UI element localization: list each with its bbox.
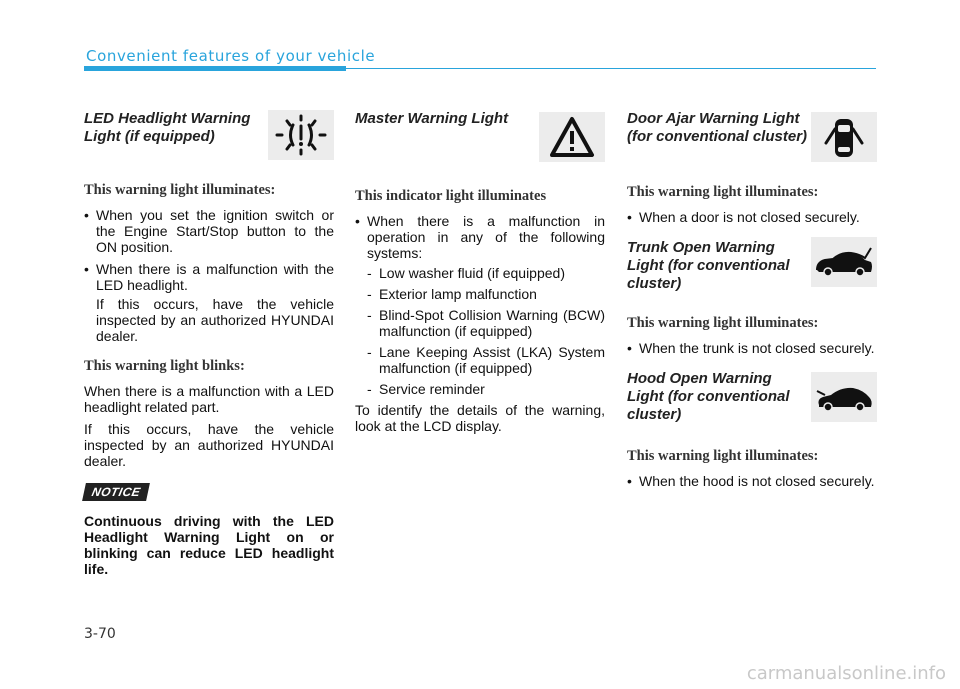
bullet-item: • When there is a malfunction in operation in any of the following systems: [355, 213, 605, 261]
hood-open-icon [811, 372, 877, 422]
dash-item: - Exterior lamp malfunction [367, 286, 605, 302]
dash-item: - Blind-Spot Collision Warning (BCW) malfunction (if equipped) [367, 307, 605, 339]
bullet-item: • When the trunk is not closed securely. [627, 340, 877, 356]
body-paragraph: To identify the details of the warning, look at the LCD display. [355, 402, 605, 434]
section-header-title: Convenient features of your vehicle [86, 47, 376, 65]
illuminates-heading: This warning light illuminates: [627, 448, 819, 464]
door-ajar-icon [811, 112, 877, 162]
master-warning-section [355, 110, 605, 438]
bullet-item: • When a door is not closed securely. [627, 209, 877, 225]
illuminates-heading: This warning light illuminates: [627, 184, 819, 200]
illuminates-heading: This warning light illuminates: [627, 315, 819, 331]
led-headlight-section [84, 110, 334, 577]
header-accent-bar [84, 66, 346, 71]
header-rule [346, 68, 876, 69]
led-headlight-warning-icon [268, 110, 334, 160]
led-headlight-title: LED Headlight Warning Light (if equipped) [84, 110, 251, 145]
bullet-item: • When you set the ignition switch or the Engine Start/Stop button to the ON position. [84, 207, 334, 255]
master-warning-triangle-icon [539, 112, 605, 162]
dash-item: - Service reminder [367, 381, 605, 397]
hood-open-title: Hood Open Warning Light (for conventional cluster) [627, 370, 790, 423]
master-warning-title: Master Warning Light [355, 110, 509, 127]
body-paragraph: When there is a malfunction with a LED headlight related part. [84, 383, 334, 415]
bullet-item: • When the hood is not closed securely. [627, 473, 877, 489]
door-trunk-hood-section [627, 110, 877, 495]
bullet-note: If this occurs, have the vehicle inspected by an authorized HYUNDAI dealer. [96, 296, 334, 344]
notice-text: Continuous driving with the LED Headlight Warning Light on or blinking can reduce LED headlight life. [84, 513, 334, 577]
watermark: carmanualsonline.info [746, 663, 946, 684]
notice-badge: NOTICE [82, 483, 150, 501]
blinks-heading: This warning light blinks: [84, 358, 245, 374]
illuminates-heading: This indicator light illuminates [355, 188, 547, 204]
body-paragraph: If this occurs, have the vehicle inspected by an authorized HYUNDAI dealer. [84, 421, 334, 469]
door-ajar-title: Door Ajar Warning Light (for conventional cluster) [627, 110, 808, 145]
trunk-open-icon [811, 237, 877, 287]
illuminates-heading: This warning light illuminates: [84, 182, 276, 198]
dash-item: - Lane Keeping Assist (LKA) System malfunction (if equipped) [367, 344, 605, 376]
bullet-item: • When there is a malfunction with the LED headlight. [84, 261, 334, 293]
trunk-open-title: Trunk Open Warning Light (for conventional cluster) [627, 239, 790, 292]
dash-item: - Low washer fluid (if equipped) [367, 265, 605, 281]
page-number: 3-70 [84, 626, 116, 642]
